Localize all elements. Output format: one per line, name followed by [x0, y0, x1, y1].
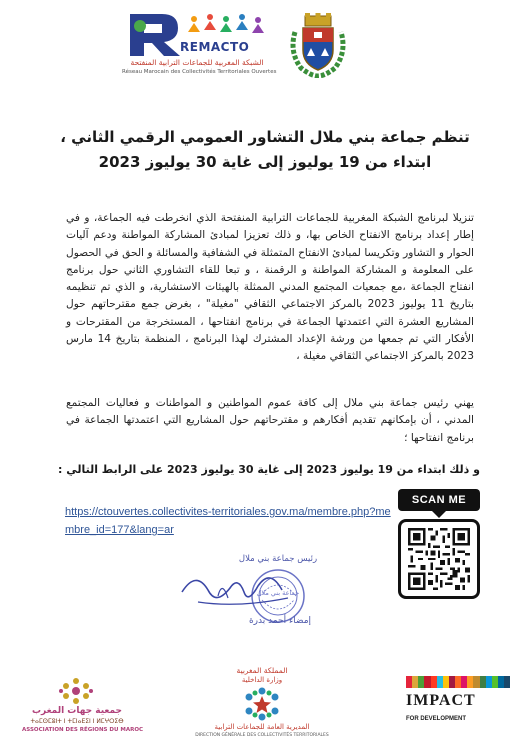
commune-crest-icon	[287, 12, 349, 78]
dgct-logo	[192, 666, 332, 742]
signatory-name: إمضاء أحمد بدرة	[248, 616, 312, 626]
amr-flower-icon	[57, 676, 95, 706]
dgct-french-name: DIRECTION GÉNÉRALE DES COLLECTIVITÉS TERRITORIALES	[195, 733, 329, 738]
body-paragraph-2: يهني رئيس جماعة بني ملال إلى كافة عموم المواطنين و المواطنات و فعاليات المجتمع المدني ، أن بإمكانهم تقديم أفكارهم و مقترحاتهم حول المشاريع التي اعتمدتها الجماعة في برنامج انفتاحها ؛	[66, 397, 474, 444]
amr-tifinagh-name: ⵜⴰⵎⵙⵎⵓⵏⵜ ⵏ ⵜⵎⵏⴰⴹⵉⵏ ⵏ ⵍⵎⵖⵔⵉⴱ	[30, 718, 124, 725]
amr-arabic-name: جمعية جهات المغرب	[31, 706, 123, 716]
remacto-french-name: Réseau Marocain des Collectivités Territoriales Ouvertes	[122, 69, 277, 75]
dgct-ministry-label: وزارة الداخلية	[241, 676, 283, 684]
dgct-emblem-icon	[241, 687, 283, 721]
amr-french-name: ASSOCIATION DES RÉGIONS DU MAROC	[22, 727, 144, 733]
qr-code-icon[interactable]	[408, 528, 470, 590]
scan-me-pointer	[432, 511, 446, 518]
remacto-arabic-name: الشبكة المغربية للجماعات الترابية المنفتحة	[130, 58, 264, 67]
stamp-label: جماعة بني ملال	[256, 589, 300, 597]
signatory-title: رئيس جماعة بني ملال	[238, 554, 318, 564]
page-title-line-1: تنظم جماعة بني ملال التشاور العمومي الرقمي الثاني ،	[60, 128, 470, 146]
impact-logo	[406, 676, 510, 738]
body-paragraph-1: تنزيلا لبرنامج الشبكة المغربية للجماعات الترابية المنفتحة الذي انخرطت فيه الجماعة، و في إطار إعداد برنامج الانفتاح الخاص بها، و ذلك تعزيزا لمبادئ المشاركة المواطنة ودعم آليات الحوار و التشاور وتكريسا لمبادئ الانفتاح المتمثلة في الشفافية والمسائلة و الحق في الحصول على المعلومة و المشاركة المواطنة و الرقمنة ، و تبعا للقاء التشاوري الثاني حول برنامج انفتاح الجماعة ،مع جمعيات المجتمع المدني الممثلة بالهيئات الاستشارية، و الذي تم تنظيمه بتاريخ 11 يوليوز 2023 بالمركز الاجتماعي الثقافي "مغيلة" ، بغرض جمع مقترحاتهم حول المشاريع العشرة التي اعتمدتها الجماعة في برنامج انفتاحها ، المستخرجة من المقترحات و الأفكار التي تم جمعها من ورشة الإعداد المشترك لهذا البرنامج ، المنظمة بتاريخ 14 مارس 2023 بالمركز الاجتماعي الثقافي مغيلة ،	[66, 212, 474, 363]
impact-stripe	[504, 676, 510, 688]
amr-logo	[22, 676, 144, 738]
impact-wordmark: IMPACT	[406, 692, 476, 709]
remacto-wordmark: REMACTO	[180, 40, 250, 54]
consultation-link[interactable]: https://ctouvertes.collectivites-territoriales.gov.ma/membre.php?membre_id=177&lang=ar	[65, 506, 391, 536]
remacto-logo	[122, 10, 277, 78]
impact-color-stripes	[406, 676, 510, 688]
page-title-line-2: ابتداء من 19 يوليوز إلى غاية 30 يوليوز 2023	[98, 153, 432, 171]
dgct-arabic-name: المديرية العامة للجماعات الترابية	[214, 723, 310, 731]
handwritten-signature-icon	[178, 562, 338, 620]
deadline-line: و ذلك ابتداء من 19 يوليوز 2023 إلى غاية 30 يوليوز 2023 على الرابط التالي :	[57, 463, 480, 476]
impact-subtitle: FOR DEVELOPMENT	[406, 716, 467, 722]
scan-me-badge: SCAN ME	[398, 489, 480, 511]
dgct-kingdom-label: المملكة المغربية	[236, 666, 288, 675]
